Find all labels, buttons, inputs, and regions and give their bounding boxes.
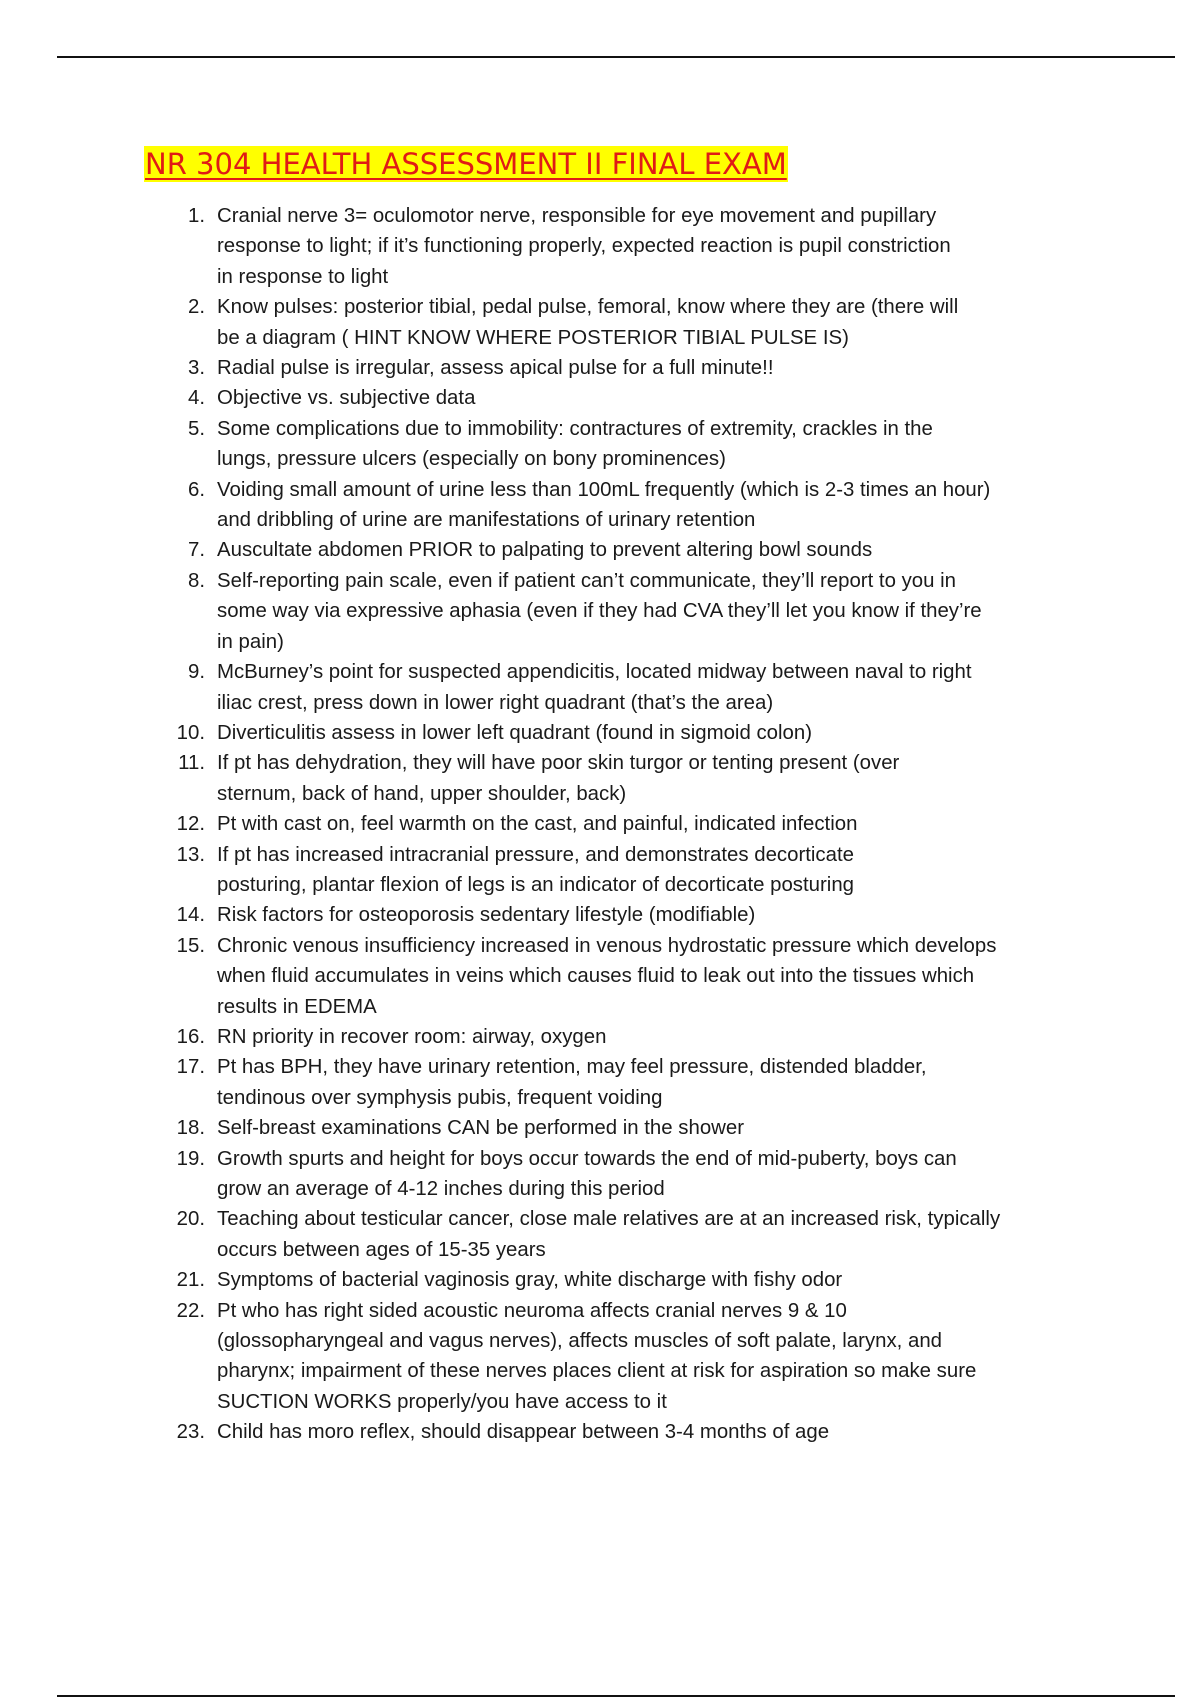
item-number: 3. [187, 357, 205, 380]
item-line: Radial pulse is irregular, assess apical pulse for a full minute!! [217, 357, 774, 380]
item-number: 5. [187, 417, 205, 440]
list-item [0, 475, 1067, 536]
item-number: 6. [187, 478, 205, 501]
list-item [0, 566, 1067, 657]
item-line: RN priority in recover room: airway, oxygen [217, 1025, 607, 1048]
item-line: Self-reporting pain scale, even if patient can’t communicate, they’ll report to you in [217, 569, 956, 592]
item-number: 19. [176, 1147, 205, 1170]
item-number: 1. [187, 205, 205, 227]
item-number: 16. [176, 1025, 205, 1048]
item-number: 7. [187, 539, 205, 562]
item-line: McBurney’s point for suspected appendicitis, located midway between naval to right [217, 661, 972, 684]
item-line: Voiding small amount of urine less than 100mL frequently (which is 2-3 times an hour) [217, 478, 991, 501]
item-line: Chronic venous insufficiency increased in venous hydrostatic pressure which develops [217, 934, 997, 957]
item-line: pharynx; impairment of these nerves places client at risk for aspiration so make sure [217, 1360, 977, 1383]
item-line: some way via expressive aphasia (even if they had CVA they’ll let you know if they’re [217, 600, 982, 623]
item-number: 18. [176, 1117, 205, 1140]
item-number: 20. [176, 1208, 205, 1231]
item-line: Self-breast examinations CAN be performed in the shower [217, 1117, 745, 1140]
item-line: Diverticulitis assess in lower left quadrant (found in sigmoid colon) [217, 721, 812, 744]
item-line: Risk factors for osteoporosis sedentary lifestyle (modifiable) [217, 904, 756, 927]
list-item [0, 535, 1067, 565]
item-number: 2. [187, 296, 205, 319]
item-line: when fluid accumulates in veins which causes fluid to leak out into the tissues which [217, 965, 975, 988]
item-line: in pain) [217, 630, 284, 653]
item-line: Objective vs. subjective data [217, 387, 476, 410]
item-line: tendinous over symphysis pubis, frequent voiding [217, 1086, 663, 1109]
list-item [0, 657, 1067, 718]
item-number: 23. [176, 1421, 205, 1444]
item-number: 9. [187, 661, 205, 684]
list-item [0, 1052, 1067, 1113]
item-line: Symptoms of bacterial vaginosis gray, white discharge with fishy odor [217, 1269, 843, 1292]
item-line: (glossopharyngeal and vagus nerves), affects muscles of soft palate, larynx, and [217, 1330, 943, 1353]
list-item [0, 809, 1067, 839]
header-rule [57, 56, 1175, 58]
item-line: grow an average of 4-12 inches during this period [217, 1178, 665, 1200]
item-number: 8. [187, 569, 205, 592]
item-line: SUCTION WORKS properly/you have access to it [217, 1390, 667, 1413]
list-item [0, 1417, 1067, 1447]
item-line: Pt who has right sided acoustic neuroma affects cranial nerves 9 & 10 [217, 1299, 847, 1322]
item-number: 21. [176, 1269, 205, 1292]
footer-rule [57, 1695, 1175, 1697]
item-line: If pt has increased intracranial pressure, and demonstrates decorticate [217, 843, 854, 866]
list-item [0, 383, 1067, 413]
item-line: Child has moro reflex, should disappear between 3-4 months of age [217, 1421, 830, 1444]
item-line: lungs, pressure ulcers (especially on bony prominences) [217, 448, 726, 471]
item-line: Auscultate abdomen PRIOR to palpating to prevent altering bowl sounds [217, 539, 873, 562]
item-line: Teaching about testicular cancer, close male relatives are at an increased risk, typically [217, 1208, 1001, 1231]
list-item [0, 201, 1067, 292]
list-item [0, 1144, 1067, 1205]
item-line: be a diagram ( HINT KNOW WHERE POSTERIOR TIBIAL PULSE IS) [217, 326, 849, 349]
item-line: Pt has BPH, they have urinary retention, may feel pressure, distended bladder, [217, 1056, 927, 1079]
list-item [0, 1296, 1067, 1418]
item-line: Pt with cast on, feel warmth on the cast, and painful, indicated infection [217, 813, 858, 836]
item-line: Growth spurts and height for boys occur towards the end of mid-puberty, boys can [217, 1147, 957, 1170]
list-item [0, 1204, 1067, 1265]
item-line: iliac crest, press down in lower right quadrant (that’s the area) [217, 691, 774, 714]
document-title: NR 304 HEALTH ASSESSMENT II FINAL EXAM [145, 147, 787, 181]
item-number: 15. [176, 934, 205, 957]
item-line: results in EDEMA [217, 995, 377, 1018]
item-line: occurs between ages of 15-35 years [217, 1238, 546, 1261]
list-item [0, 840, 1067, 901]
item-line: sternum, back of hand, upper shoulder, back) [217, 782, 627, 805]
item-number: 22. [176, 1299, 205, 1322]
item-number: 17. [176, 1056, 205, 1079]
list-item [0, 1265, 1067, 1295]
list-item [0, 900, 1067, 930]
item-line: If pt has dehydration, they will have poor skin turgor or tenting present (over [217, 752, 900, 775]
item-line: Know pulses: posterior tibial, pedal pulse, femoral, know where they are (there will [217, 296, 959, 319]
item-line: in response to light [217, 265, 389, 288]
item-number: 13. [176, 843, 205, 866]
item-number: 11. [178, 752, 205, 775]
item-number: 4. [187, 387, 205, 410]
item-number: 10. [176, 721, 205, 744]
item-line: posturing, plantar flexion of legs is an indicator of decorticate posturing [217, 873, 855, 896]
exam-notes-list [0, 201, 1200, 1448]
list-item [0, 292, 1067, 353]
list-item [0, 353, 1067, 383]
item-number: 14. [176, 904, 205, 927]
item-line: Some complications due to immobility: contractures of extremity, crackles in the [217, 417, 933, 440]
item-number: 12. [176, 813, 205, 836]
item-line: and dribbling of urine are manifestations of urinary retention [217, 509, 756, 532]
list-item [0, 1113, 1067, 1143]
item-line: response to light; if it’s functioning properly, expected reaction is pupil constriction [217, 235, 951, 258]
list-item [0, 718, 1067, 748]
list-item [0, 1022, 1067, 1052]
list-item [0, 931, 1067, 1022]
item-line: Cranial nerve 3= oculomotor nerve, responsible for eye movement and pupillary [217, 205, 937, 227]
list-item [0, 748, 1067, 809]
list-item [0, 414, 1067, 475]
